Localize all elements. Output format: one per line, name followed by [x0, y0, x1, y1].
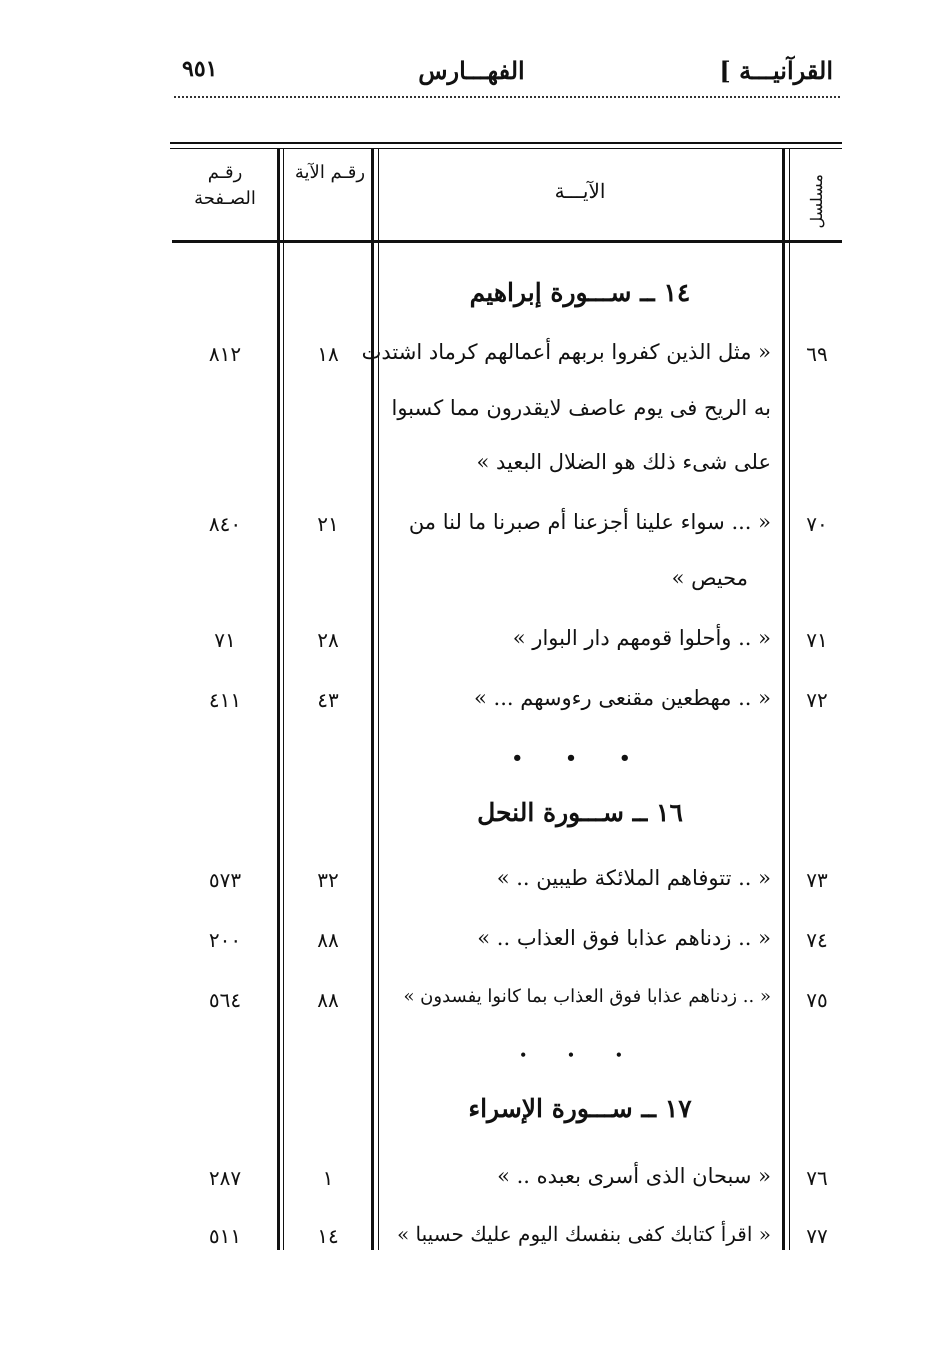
verse-text: « .. وأحلوا قومهم دار البوار »: [512, 626, 771, 650]
page-reference: ٢٠٠: [208, 928, 242, 952]
page-reference: ٢٨٧: [208, 1166, 242, 1190]
surah-heading: ١٦ ــ ســـورة النحل: [477, 798, 683, 827]
serial-number: ٧٥: [806, 988, 828, 1012]
column-header-page: رقـم الصـفحة: [194, 162, 256, 209]
verse-text: « مثل الذين كفروا بربهم أعمالهم كرماد اشتدت: [361, 340, 771, 364]
column-divider: [782, 148, 785, 1250]
page-reference: ٧١: [214, 628, 236, 652]
page-reference: ٨٤٠: [208, 512, 242, 536]
verse-number: ١: [322, 1166, 334, 1190]
serial-number: ٧٦: [806, 1166, 828, 1190]
column-divider: [277, 148, 280, 1250]
serial-number: ٧٢: [806, 688, 828, 712]
verse-number: ٨٨: [317, 928, 339, 952]
surah-heading: ١٧ ــ ســـورة الإسراء: [468, 1094, 692, 1123]
verse-text: « .. زدناهم عذابا فوق العذاب بما كانوا يفسدون »: [403, 986, 771, 1007]
column-header-serial: مسلسل: [807, 174, 826, 229]
verse-number: ٢٨: [317, 628, 339, 652]
verse-text: محيص »: [671, 566, 748, 590]
serial-number: ٧٣: [806, 868, 828, 892]
surah-heading: ١٤ ــ ســـورة إبراهيم: [469, 278, 691, 307]
verse-number: ١٨: [317, 342, 339, 366]
verse-text: « .. تتوفاهم الملائكة طيبين .. »: [496, 866, 771, 890]
verse-text: « .. مهطعين مقنعى رءوسهم ... »: [474, 686, 771, 710]
verse-number: ١٤: [317, 1224, 339, 1248]
verse-text: على شىء ذلك هو الضلال البعيد »: [476, 450, 771, 474]
serial-number: ٧٧: [806, 1224, 828, 1248]
page-reference: ٥٦٤: [208, 988, 242, 1012]
table-header-rule: [172, 240, 842, 243]
page-reference: ٥١١: [208, 1224, 242, 1248]
page-reference: ٨١٢: [208, 342, 242, 366]
serial-number: ٦٩: [806, 342, 828, 366]
table-top-rule: [170, 142, 842, 144]
section-title-header: الفهـــارس: [418, 56, 525, 85]
table-top-rule-inner: [170, 148, 842, 149]
page-number: ٩٥١: [182, 56, 218, 82]
column-header-verse-number: رقـم الآية: [294, 162, 366, 183]
section-separator: • • •: [511, 748, 649, 769]
verse-text: « ... سواء علينا أجزعنا أم صبرنا ما لنا من: [408, 510, 771, 534]
book-title-header: القرآنيـــة ]: [719, 56, 833, 85]
verse-text: « .. زدناهم عذابا فوق العذاب .. »: [477, 926, 771, 950]
serial-number: ٧١: [806, 628, 828, 652]
page-reference: ٤١١: [208, 688, 242, 712]
section-separator: • • •: [519, 1048, 641, 1062]
header-divider: [174, 96, 840, 98]
column-header-verse: الآيـــة: [554, 179, 606, 203]
page-reference: ٥٧٣: [208, 868, 242, 892]
verse-number: ٨٨: [317, 988, 339, 1012]
verse-number: ٤٣: [317, 688, 339, 712]
verse-number: ٣٢: [317, 868, 339, 892]
serial-number: ٧٤: [806, 928, 828, 952]
verse-number: ٢١: [317, 512, 339, 536]
verse-text: به الريح فى يوم عاصف لايقدرون مما كسبوا: [391, 396, 771, 420]
verse-text: « سبحان الذى أسرى بعبده .. »: [497, 1164, 771, 1188]
column-divider: [378, 148, 379, 1250]
verse-text: « اقرأ كتابك كفى بنفسك اليوم عليك حسيبا »: [396, 1222, 771, 1246]
serial-number: ٧٠: [806, 512, 828, 536]
